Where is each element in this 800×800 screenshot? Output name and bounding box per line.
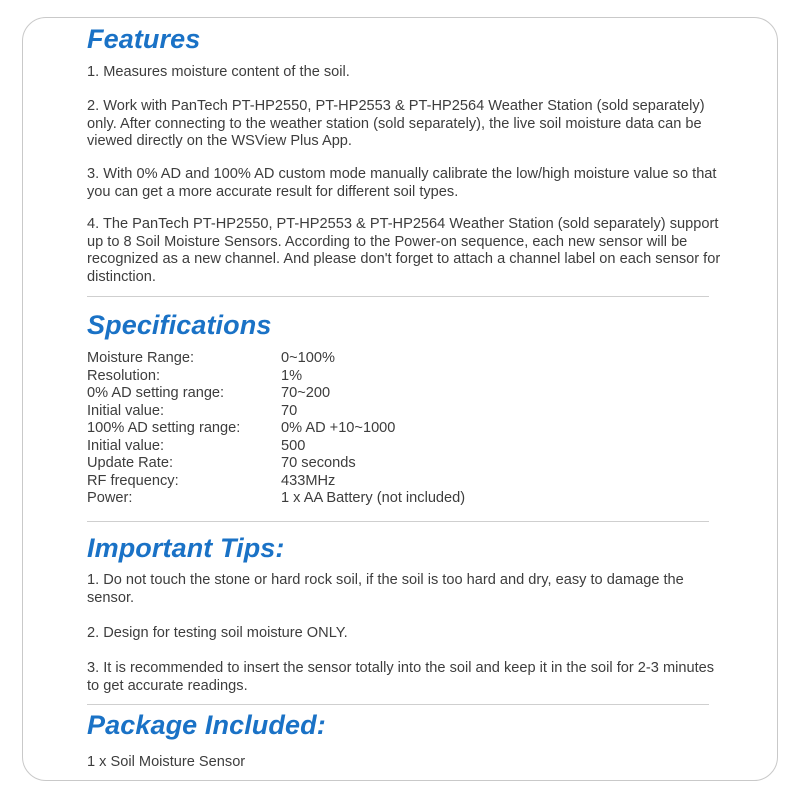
spec-value: 70~200 xyxy=(281,385,331,401)
spec-value: 0% AD +10~1000 xyxy=(281,420,396,436)
tips-heading: Important Tips: xyxy=(87,533,285,563)
section-divider xyxy=(87,296,709,297)
spec-label: Initial value: xyxy=(87,437,165,454)
spec-label: Initial value: xyxy=(87,402,165,419)
section-divider xyxy=(87,704,709,705)
spec-row xyxy=(87,490,727,508)
tip-item: 3. It is recommended to insert the sensor totally into the soil and keep it in the soil for 2-3 minutes to get accurate readings. xyxy=(87,660,715,694)
feature-item: 1. Measures moisture content of the soil. xyxy=(87,64,350,80)
specifications-heading: Specifications xyxy=(87,310,272,340)
package-item: 1 x Soil Moisture Sensor xyxy=(87,754,246,770)
feature-item: 4. The PanTech PT-HP2550, PT-HP2553 & PT-HP2564 Weather Station (sold separately) support up to 8 Soil Moisture Sensors. According to the Power-on sequence, each new sensor will be recognized as a new channel. And please don't forget to attach a channel label on each sensor for distinction. xyxy=(87,216,721,285)
tip-item: 2. Design for testing soil moisture ONLY. xyxy=(87,625,348,641)
spec-value: 500 xyxy=(281,437,306,454)
spec-row xyxy=(87,350,727,368)
spec-value: 70 xyxy=(281,402,298,419)
spec-row xyxy=(87,403,727,421)
tip-item: 1. Do not touch the stone or hard rock soil, if the soil is too hard and dry, easy to damage the sensor. xyxy=(87,572,684,606)
features-heading: Features xyxy=(87,24,201,54)
spec-value: 0~100% xyxy=(281,350,335,366)
spec-label: RF frequency: xyxy=(87,472,179,489)
spec-label: 100% AD setting range: xyxy=(87,420,241,436)
feature-item: 2. Work with PanTech PT-HP2550, PT-HP2553 & PT-HP2564 Weather Station (sold separately) only. After connecting to the weather station (sold separately), the live soil moisture data can be viewed directly on the WSView Plus App. xyxy=(87,98,705,149)
section-divider xyxy=(87,521,709,522)
spec-label: Power: xyxy=(87,490,133,506)
spec-label: Resolution: xyxy=(87,367,161,384)
spec-row xyxy=(87,438,727,456)
spec-label: Update Rate: xyxy=(87,455,173,471)
spec-value: 1% xyxy=(281,367,303,384)
spec-label: 0% AD setting range: xyxy=(87,385,225,401)
spec-row xyxy=(87,368,727,386)
spec-value: 1 x AA Battery (not included) xyxy=(281,490,466,506)
package-heading: Package Included: xyxy=(87,710,326,740)
spec-row xyxy=(87,473,727,491)
spec-row xyxy=(87,385,727,403)
feature-item: 3. With 0% AD and 100% AD custom mode manually calibrate the low/high moisture value so that you can get a more accurate result for different soil types. xyxy=(87,166,717,200)
spec-row xyxy=(87,420,727,438)
spec-label: Moisture Range: xyxy=(87,350,195,366)
spec-row xyxy=(87,455,727,473)
spec-value: 433MHz xyxy=(281,472,336,489)
spec-value: 70 seconds xyxy=(281,455,356,471)
